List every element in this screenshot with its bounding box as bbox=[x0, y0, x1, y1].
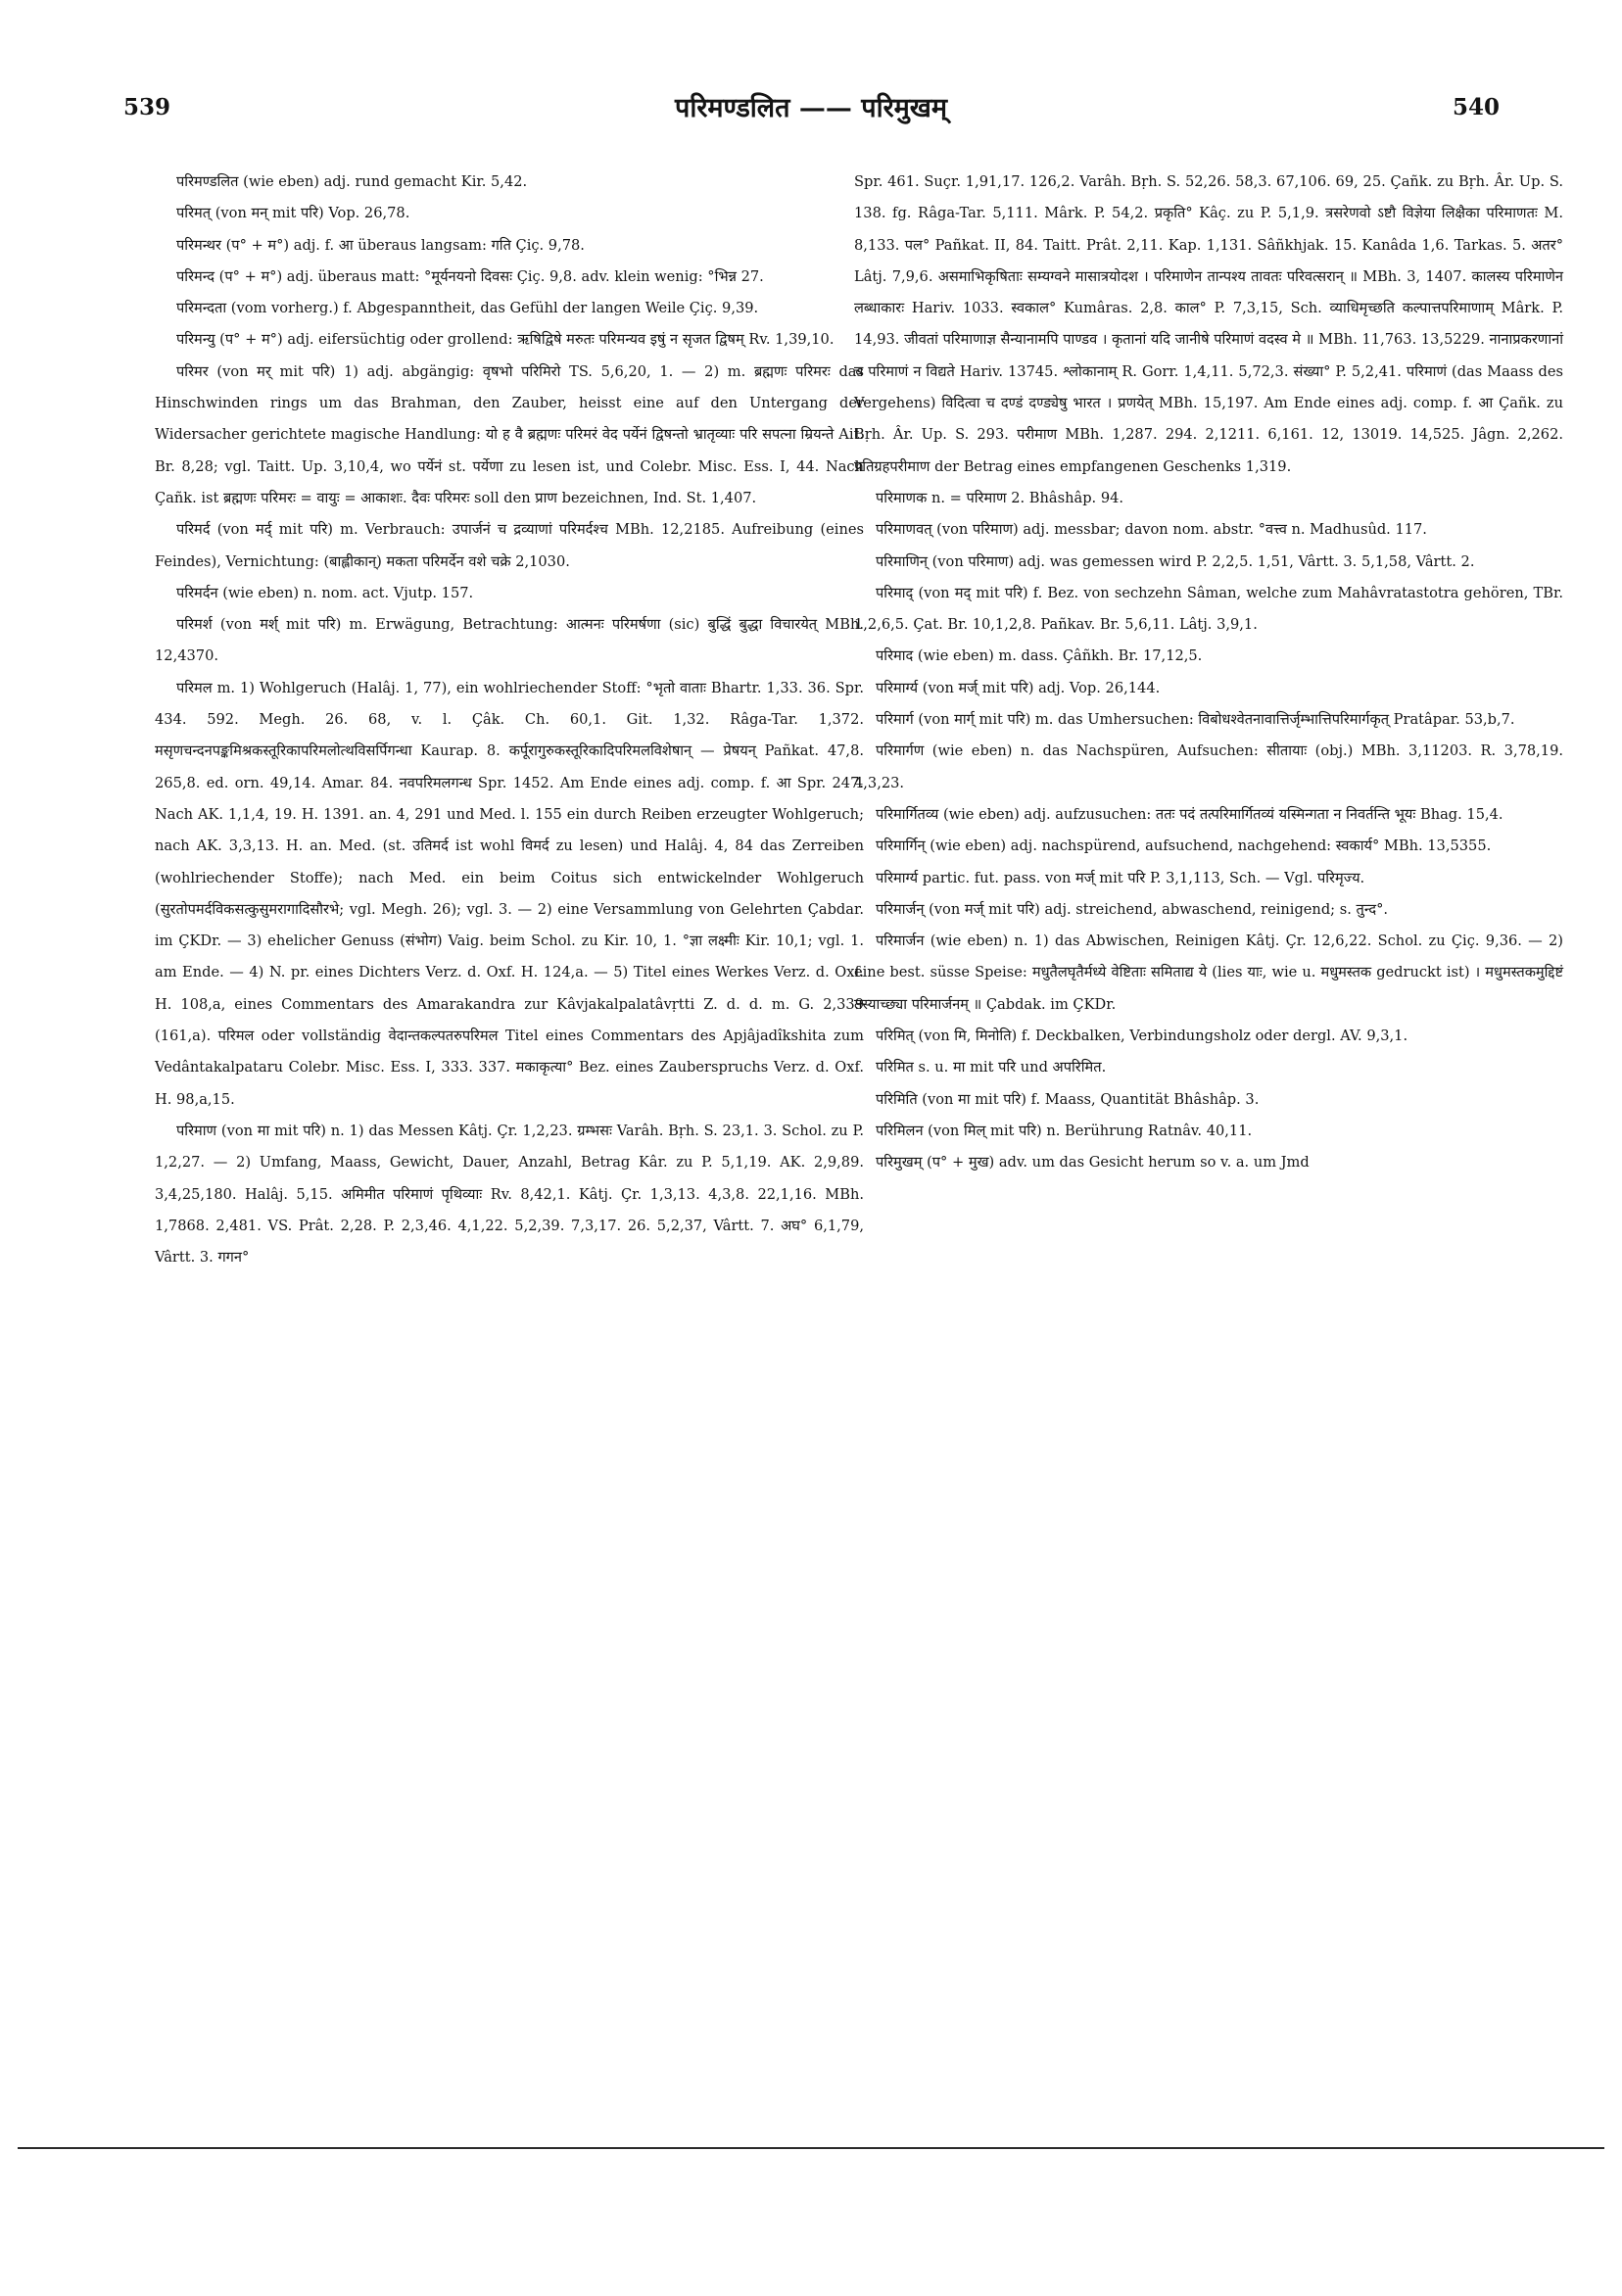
entry: परिमण्डलित (wie eben) adj. rund gemacht Kir. 5,42. bbox=[176, 173, 528, 190]
entry: परिमार्ग्य (von मर्ज् mit परि) adj. Vop. 26,144. bbox=[876, 679, 1161, 696]
entry: परिमाद् (von मद् mit परि) f. Bez. von sechzehn Sâman, welche zum Mahâvratastotra gehören, TBr. 1,2,6,5. Çat. Br. 10,1,2,8. Pañkav. Br. 5,6,11. Lâtj. 3,9,1. bbox=[854, 584, 1563, 634]
entry: परिमाद (wie eben) m. dass. Çâñkh. Br. 17,12,5. bbox=[876, 647, 1203, 665]
entry: परिमार्ग (von मार्ग् mit परि) m. das Umhersuchen: विबोधश्वेतनावात्तिर्जृम्भात्तिपरिमार्गकृत् Pratâpar. 53,b,7. bbox=[876, 711, 1515, 729]
page-number-left: 539 bbox=[123, 94, 171, 120]
entry: परिमर्द (von मर्द् mit परि) m. Verbrauch: उपार्जनं च द्रव्याणां परिमर्दश्च MBh. 12,2185. Aufreibung (eines Feindes), Vernichtung: (बाह्लीकान्) मकता परिमर्देन वशे चक्रे 2,1030. bbox=[155, 521, 864, 570]
entry: परिमाणक n. = परिमाण 2. Bhâshâp. 94. bbox=[876, 489, 1124, 506]
entry: परिमार्ग्य partic. fut. pass. von मर्ज् mit परि P. 3,1,113, Sch. — Vgl. परिमृज्य. bbox=[876, 869, 1365, 886]
entry: परिमन्द (प° + म°) adj. überaus matt: °मूर्यनयनो दिवसः Çiç. 9,8. adv. klein wenig: °भिन्न 27. bbox=[176, 267, 764, 285]
right-column bbox=[854, 167, 1563, 1179]
entry: परिमित् (von मि, मिनोति) f. Deckbalken, Verbindungsholz oder dergl. AV. 9,3,1. bbox=[876, 1028, 1408, 1045]
entry: परिमन्थर (प° + म°) adj. f. आ überaus langsam: गति Çiç. 9,78. bbox=[176, 236, 585, 254]
entry: परिमार्गितव्य (wie eben) adj. aufzusuchen: ततः पदं तत्परिमार्गितव्यं यस्मिन्गता न निवर्तन्ति भूयः Bhag. 15,4. bbox=[876, 805, 1503, 823]
entry: परिमल m. 1) Wohlgeruch (Halâj. 1, 77), ein wohlriechender Stoff: °भृतो वाताः Bhartr. 1,33. 36. Spr. 434. 592. Megh. 26. 68, v. l. Çâk. Ch. 60,1. Git. 1,32. Râga-Tar. 1,372. मसृणचन्दनपङ्कमिश्रकस्तूरिकापरिमलोत्थविसर्पिगन्धा Kaurap. 8. कर्पूरागुरुकस्तूरिकादिपरिमलविशेषान् — प्रेषयन् Pañkat. 47,8. 265,8. ed. orn. 49,14. Amar. 84. नवपरिमलगन्ध Spr. 1452. Am Ende eines adj. comp. f. आ Spr. 247. Nach AK. 1,1,4, 19. H. 1391. an. 4, 291 und Med. l. 155 ein durch Reiben erzeugter Wohlgeruch; nach AK. 3,3,13. H. an. Med. (st. उतिमर्द ist wohl विमर्द zu lesen) und Halâj. 4, 84 das Zerreiben (wohlriechender Stoffe); nach Med. ein beim Coitus sich entwickelnder Wohlgeruch (सुरतोपमर्दविकसत्कुसुमरागादिसौरभे; vgl. Megh. 26); vgl. 3. — 2) eine Versammlung von Gelehrten Çabdar. im ÇKDr. — 3) ehelicher Genuss (संभोग) Vaig. beim Schol. zu Kir. 10, 1. °ज्ञा लक्ष्मीः Kir. 10,1; vgl. 1. am Ende. — 4) N. pr. eines Dichters Verz. d. Oxf. H. 124,a. — 5) Titel eines Werkes Verz. d. Oxf. H. 108,a, eines Commentars des Amarakandra zur Kâvjakalpalatâvṛtti Z. d. d. m. G. 2,339 (161,a). परिमल oder vollständig वेदान्तकल्पतरुपरिमल Titel eines Commentars des Apjâjadîkshita zum Vedântakalpataru Colebr. Misc. Ess. I, 333. 337. मकाकृत्या° Bez. eines Zauberspruchs Verz. d. Oxf. H. 98,a,15. bbox=[155, 679, 864, 1108]
bottom-rule bbox=[18, 2147, 1604, 2149]
entry: परिमार्गिन् (wie eben) adj. nachspürend, aufsuchend, nachgehend: स्वकार्य° MBh. 13,5355. bbox=[876, 837, 1492, 855]
entry: परिमुखम् (प° + मुख) adv. um das Gesicht herum so v. a. um Jmd bbox=[876, 1154, 1310, 1172]
entry: परिमाणवत् (von परिमाण) adj. messbar; davon nom. abstr. °वत्त्व n. Madhusûd. 117. bbox=[876, 521, 1427, 539]
entry: परिमाण (von मा mit परि) n. 1) das Messen Kâtj. Çr. 1,2,23. ग्रम्भसः Varâh. Bṛh. S. 23,1. 3. Schol. zu P. 1,2,27. — 2) Umfang, Maass, Gewicht, Dauer, Anzahl, Betrag Kâr. zu P. 5,1,19. AK. 2,9,89. 3,4,25,180. Halâj. 5,15. अमिमीत परिमाणं पृथिव्याः Rv. 8,42,1. Kâtj. Çr. 1,3,13. 4,3,8. 22,1,16. MBh. 1,7868. 2,481. VS. Prât. 2,28. P. 2,3,46. 4,1,22. 5,2,39. 7,3,17. 26. 5,2,37, Vârtt. 7. अघ° 6,1,79, Vârtt. 3. गगन° bbox=[155, 1122, 864, 1267]
page-title: परिमण्डलित —— परिमुखम् bbox=[674, 93, 948, 123]
entry: परिमन्दता (vom vorherg.) f. Abgespanntheit, das Gefühl der langen Weile Çiç. 9,39. bbox=[176, 300, 759, 317]
entry: परिमार्गण (wie eben) n. das Nachspüren, Aufsuchen: सीतायाः (obj.) MBh. 3,11203. R. 3,78,19. 4,3,23. bbox=[854, 742, 1563, 791]
entry: परिमाणिन् (von परिमाण) adj. was gemessen wird P. 2,2,5. 1,51, Vârtt. 3. 5,1,58, Vârtt. 2. bbox=[876, 552, 1475, 570]
entry: परिमिति (von मा mit परि) f. Maass, Quantität Bhâshâp. 3. bbox=[876, 1090, 1260, 1108]
entry: परिमन्यु (प° + म°) adj. eifersüchtig oder grollend: ऋषिद्विषे मरुतः परिमन्यव इषुं न सृजत द्विषम् Rv. 1,39,10. bbox=[176, 331, 835, 349]
entry: परिमर (von मर् mit परि) 1) adj. abgängig: वृषभो परिमिरो TS. 5,6,20, 1. — 2) m. ब्रह्मणः परिमरः das Hinschwinden rings um das Brahman, den Zauber, heisst eine auf den Untergang der Widersacher gerichtete magische Handlung: यो ह वै ब्रह्मणः परिमरं वेद पर्येनं द्विषन्तो भ्रातृव्याः परि सपत्ना म्रियन्ते Ait. Br. 8,28; vgl. Taitt. Up. 3,10,4, wo पर्येनं st. पर्येणा zu lesen ist, und Colebr. Misc. Ess. I, 44. Nach Çañk. ist ब्रह्मणः परिमरः = वायुः = आकाशः. दैवः परिमरः soll den प्राण bezeichnen, Ind. St. 1,407. bbox=[155, 362, 864, 506]
entry: परिमार्जन् (von मर्ज् mit परि) adj. streichend, abwaschend, reinigend; s. तुन्द°. bbox=[876, 900, 1389, 918]
entry-continuation: Spr. 461. Suçr. 1,91,17. 126,2. Varâh. Bṛh. S. 52,26. 58,3. 67,106. 69, 25. Çañk. zu Bṛh. Âr. Up. S. 138. fg. Râga-Tar. 5,111. Mârk. P. 54,2. प्रकृति° Kâç. zu P. 5,1,9. त्रसरेणवो ऽष्टौ विज्ञेया लिक्षैका परिमाणतः M. 8,133. पल° Pañkat. II, 84. Taitt. Prât. 2,11. Kap. 1,131. Sâñkhjak. 15. Kanâda 1,6. Tarkas. 5. अतर° Lâtj. 7,9,6. असमाभिकृषिताः सम्यग्वने मासात्रयोदश । परिमाणेन तान्पश्य तावतः परिवत्सरान् ॥ MBh. 3, 1407. कालस्य परिमाणेन लब्धाकारः Hariv. 1033. स्वकाल° Kumâras. 2,8. काल° P. 7,3,15, Sch. व्याधिमृच्छति कल्पात्तपरिमाणाम् Mârk. P. 14,93. जीवतां परिमाणाज्ञ सैन्यानामपि पाण्डव । कृतानां यदि जानीषे परिमाणं वदस्व मे ॥ MBh. 11,763. 13,5229. नानाप्रकरणानां च परिमाणं न विद्यते Hariv. 13745. श्लोकानाम् R. Gorr. 1,4,11. 5,72,3. संख्या° P. 5,2,41. परिमाणं (das Maass des Vergehens) विदित्वा च दण्डं दण्ड्येषु भारत । प्रणयेत् MBh. 15,197. Am Ende eines adj. comp. f. आ Çañk. zu Bṛh. Âr. Up. S. 293. परीमाण MBh. 1,287. 294. 2,1211. 6,161. 12, 13019. 14,525. Jâgn. 2,262. प्रतिग्रहपरीमाण der Betrag eines empfangenen Geschenks 1,319. bbox=[854, 173, 1563, 475]
entry: परिमत् (von मन् mit परि) Vop. 26,78. bbox=[176, 205, 410, 222]
entry: परिमर्श (von मर्श् mit परि) m. Erwägung, Betrachtung: आत्मनः परिमर्षणा (sic) बुद्धिं बुद्धा विचारयेत् MBh. 12,4370. bbox=[155, 616, 864, 665]
entry: परिमार्जन (wie eben) n. 1) das Abwischen, Reinigen Kâtj. Çr. 12,6,22. Schol. zu Çiç. 9,36. — 2) eine best. süsse Speise: मधुतैलघृतैर्मध्ये वेष्टिताः समिताद्य ये (lies याः, wie u. मधुमस्तक gedruckt ist) । मधुमस्तकमुद्दिष्टं तस्याच्छ्या परिमार्जनम् ॥ Çabdak. im ÇKDr. bbox=[854, 933, 1563, 1013]
left-column bbox=[155, 167, 864, 1273]
page-number-right: 540 bbox=[1452, 94, 1500, 120]
entry: परिमित s. u. मा mit परि und अपरिमित. bbox=[876, 1059, 1107, 1076]
entry: परिमर्दन (wie eben) n. nom. act. Vjutp. 157. bbox=[176, 584, 474, 601]
entry: परिमिलन (von मिल् mit परि) n. Berührung Ratnâv. 40,11. bbox=[876, 1122, 1253, 1139]
